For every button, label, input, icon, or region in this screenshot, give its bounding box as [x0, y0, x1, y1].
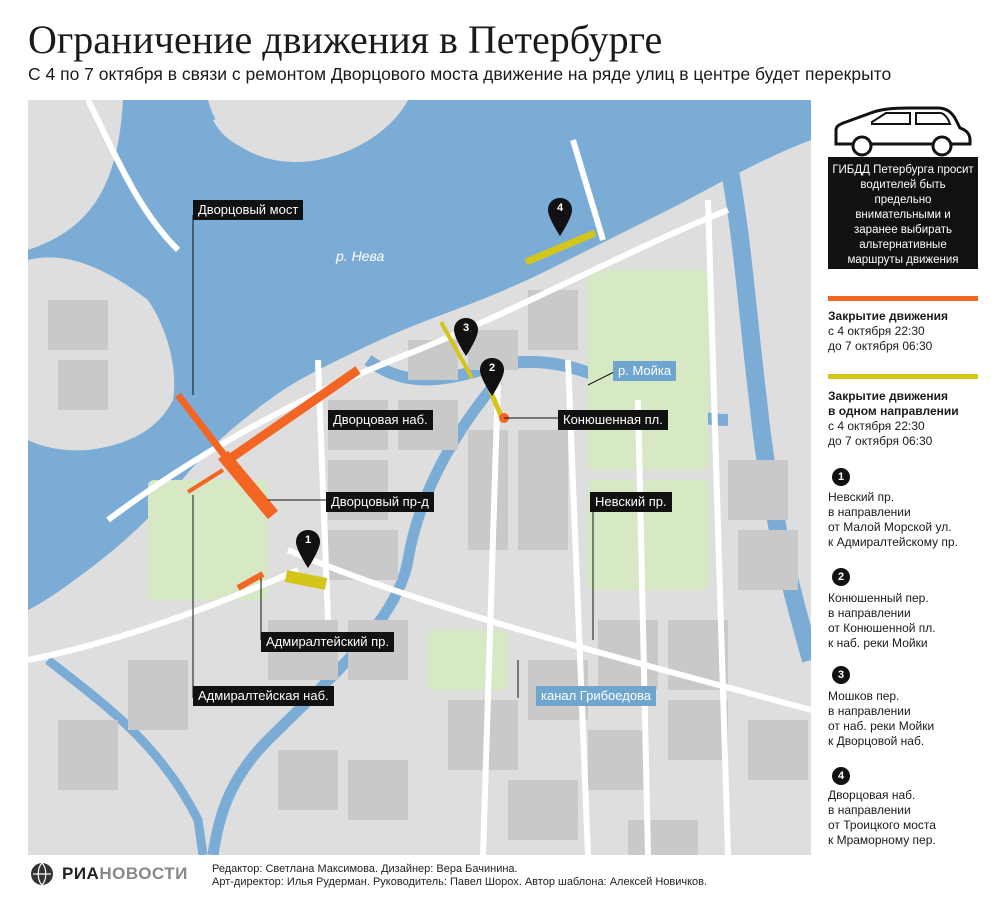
label-admiralteyskaya-nab: Адмиралтейская наб.: [193, 686, 334, 706]
legend-closure-bar: [828, 296, 978, 301]
route-1-badge: 1: [832, 468, 850, 486]
neva-label: р. Нева: [336, 248, 385, 264]
page-subtitle: С 4 по 7 октября в связи с ремонтом Дворцового моста движение на ряде улиц в центре будет перекрыто: [28, 64, 892, 84]
label-kanal-griboedova: канал Грибоедова: [536, 686, 656, 706]
route-4-text: Дворцовая наб. в направлении от Троицкого моста к Мраморному пер.: [828, 788, 936, 847]
pin-2-label[interactable]: 2: [488, 362, 496, 374]
legend-oneway-bar: [828, 374, 978, 379]
legend-oneway-title-1: Закрытие движения: [828, 389, 949, 403]
label-dvortsovy-prd: Дворцовый пр-д: [326, 492, 434, 512]
legend-closure-title: Закрытие движения: [828, 309, 949, 323]
park-south: [428, 630, 508, 690]
legend-oneway-to: до 7 октября 06:30: [828, 434, 933, 448]
pin-3-label[interactable]: 3: [462, 322, 470, 334]
legend-closure-from: с 4 октября 22:30: [828, 324, 925, 338]
label-nevsky-pr: Невский пр.: [590, 492, 672, 512]
route-2-badge: 2: [832, 568, 850, 586]
credits: Редактор: Светлана Максимова. Дизайнер: Вера Бачинина. Арт-директор: Илья Рудерман. Руководитель: Павел Шорох. Автор шаблона: Алексей Новичков.: [212, 863, 708, 888]
route-3-text: Мошков пер. в направлении от наб. реки Мойки к Дворцовой наб.: [828, 689, 935, 748]
label-admiralteysky-pr: Адмиралтейский пр.: [261, 632, 394, 652]
map-canvas: [28, 100, 811, 855]
label-r-moyka: р. Мойка: [613, 361, 676, 381]
legend-closure-to: до 7 октября 06:30: [828, 339, 933, 353]
route-4-badge: 4: [832, 767, 850, 785]
legend-oneway-from: с 4 октября 22:30: [828, 419, 925, 433]
segment-1-nevsky: [286, 576, 326, 584]
legend-oneway-title-2: в одном направлении: [828, 404, 959, 418]
label-konyushennaya-pl: Конюшенная пл.: [558, 410, 668, 430]
logo-ria: РИА: [62, 864, 100, 883]
route-2-text: Конюшенный пер. в направлении от Конюшенной пл. к наб. реки Мойки: [828, 591, 936, 650]
park-right: [628, 530, 688, 590]
label-dvortsovaya-nab: Дворцовая наб.: [328, 410, 433, 430]
route-3-badge: 3: [832, 666, 850, 684]
ria-logo: [30, 862, 188, 886]
ria-globe-icon: [30, 862, 56, 886]
pin-4-label[interactable]: 4: [556, 202, 564, 214]
page-title: Ограничение движения в Петербурге: [28, 17, 663, 62]
gibdd-notice: ГИБДД Петербурга просит водителей быть предельно внимательными и заранее выбирать альтернативные маршруты движения: [828, 157, 978, 269]
logo-novosti: НОВОСТИ: [99, 864, 188, 883]
pin-1-label[interactable]: 1: [304, 534, 312, 546]
label-dvortsovy-most: Дворцовый мост: [193, 200, 303, 220]
map[interactable]: [28, 100, 811, 855]
car-icon: [828, 100, 978, 160]
route-1-text: Невский пр. в направлении от Малой Морской ул. к Адмиралтейскому пр.: [828, 490, 958, 549]
